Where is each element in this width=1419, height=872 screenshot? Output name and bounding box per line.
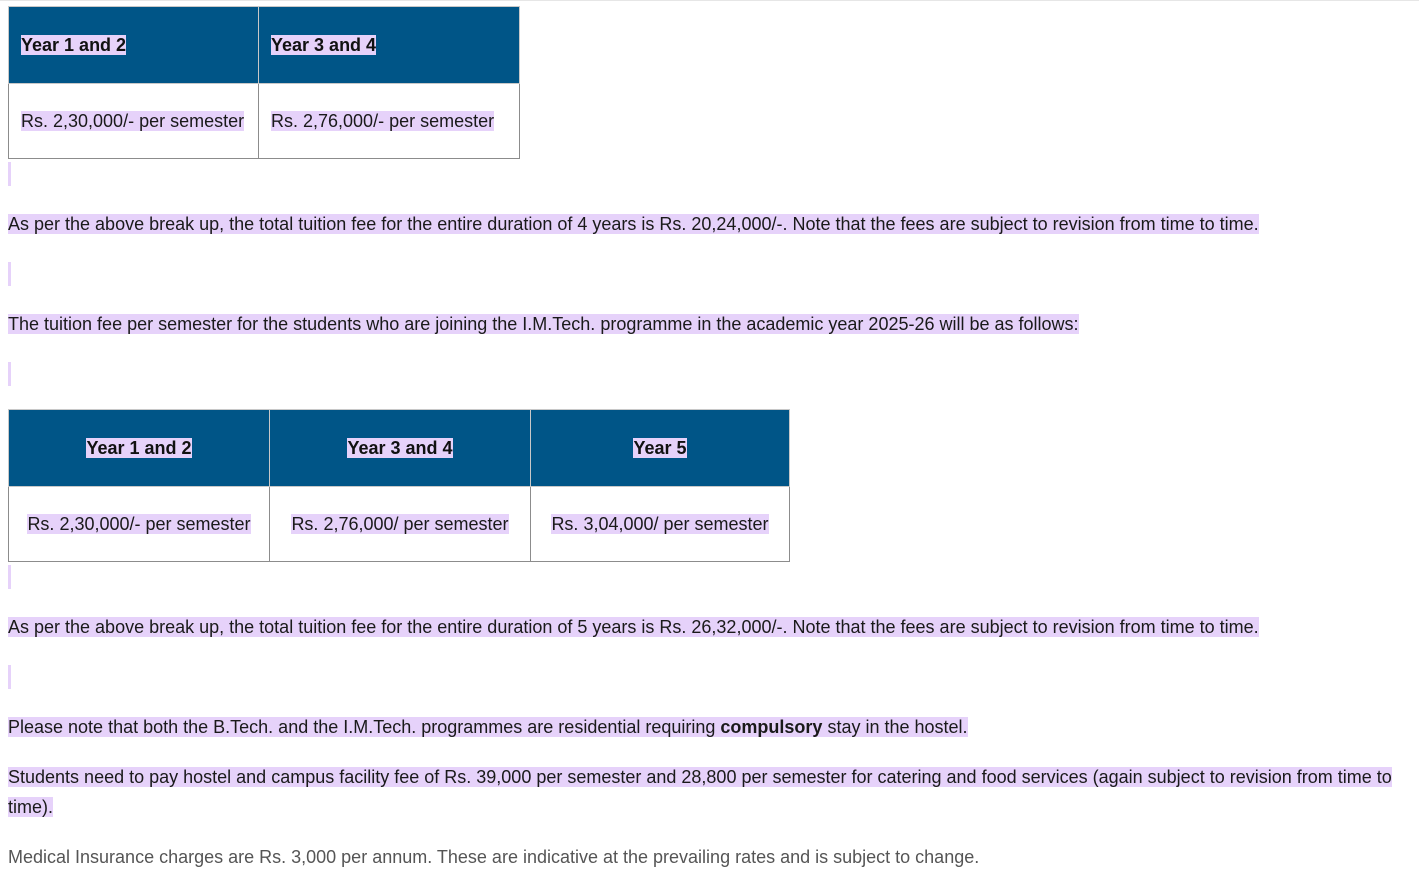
top-divider: [0, 0, 1419, 1]
table-header-cell: Year 5: [531, 410, 790, 487]
empty-line-marker: [8, 362, 11, 386]
btech-fee-table: [8, 6, 520, 159]
table-cell: Rs. 2,30,000/- per semester: [9, 84, 259, 159]
table-header-row: [9, 7, 520, 84]
imtech-intro-paragraph: The tuition fee per semester for the students who are joining the I.M.Tech. programme in the academic year 2025-26 will be as follows:: [8, 314, 1079, 334]
residential-note-paragraph: Please note that both the B.Tech. and the I.M.Tech. programmes are residential requiring compulsory stay in the hostel.: [8, 717, 968, 737]
btech-total-paragraph: As per the above break up, the total tuition fee for the entire duration of 4 years is Rs. 20,24,000/-. Note that the fees are subject to revision from time to time.: [8, 214, 1259, 234]
table-cell: Rs. 3,04,000/ per semester: [531, 487, 790, 562]
emphasis-compulsory: compulsory: [720, 717, 823, 737]
table-row: [9, 84, 520, 159]
hostel-fee-paragraph: Students need to pay hostel and campus facility fee of Rs. 39,000 per semester and 28,800 per semester for catering and food services (again subject to revision from time to time).: [8, 767, 1392, 817]
imtech-total-paragraph: As per the above break up, the total tuition fee for the entire duration of 5 years is Rs. 26,32,000/-. Note that the fees are subject to revision from time to time.: [8, 617, 1259, 637]
table-header-cell: Year 1 and 2: [9, 7, 259, 84]
table-cell: Rs. 2,30,000/- per semester: [9, 487, 270, 562]
empty-line-marker: [8, 262, 11, 286]
empty-line-marker: [8, 162, 11, 186]
empty-line-marker: [8, 565, 11, 589]
table-cell: Rs. 2,76,000/ per semester: [270, 487, 531, 562]
table-header-cell: Year 1 and 2: [9, 410, 270, 487]
table-header-cell: Year 3 and 4: [259, 7, 520, 84]
medical-insurance-paragraph: Medical Insurance charges are Rs. 3,000 per annum. These are indicative at the prevailing rates and is subject to change.: [8, 847, 980, 867]
table-row: [9, 487, 790, 562]
imtech-fee-table: [8, 409, 790, 562]
empty-line-marker: [8, 665, 11, 689]
table-header-row: [9, 410, 790, 487]
table-cell: Rs. 2,76,000/- per semester: [259, 84, 520, 159]
table-header-cell: Year 3 and 4: [270, 410, 531, 487]
